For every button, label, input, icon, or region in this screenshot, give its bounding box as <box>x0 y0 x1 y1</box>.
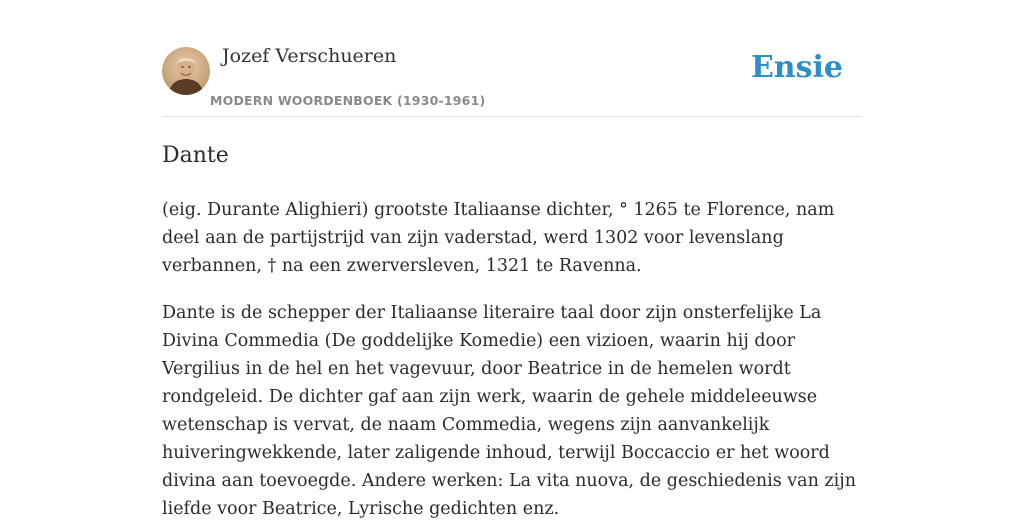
author-avatar[interactable] <box>162 47 210 95</box>
entry-card <box>162 0 862 523</box>
entry-header <box>162 0 862 117</box>
entry-paragraph-1: (eig. Durante Alighieri) grootste Italiaanse dichter, ° 1265 te Florence, nam deel aan de partijstrijd van zijn vaderstad, werd 1302 voor levenslang verbannen, † na een zwerversleven, 1321 te Ravenna. <box>162 200 835 276</box>
author-name[interactable]: Jozef Verschueren <box>222 45 397 67</box>
entry-title: Dante <box>162 143 229 168</box>
source-dictionary[interactable]: MODERN WOORDENBOEK (1930-1961) <box>210 93 486 108</box>
ensie-logo[interactable]: Ensie <box>750 50 843 85</box>
entry-paragraph-2: Dante is de schepper der Italiaanse literaire taal door zijn onsterfelijke La Divina Commedia (De goddelijke Komedie) een vizioen, waarin hij door Vergilius in de hel en het vagevuur, door Beatrice in de hemelen wordt rondgeleid. De dichter gaf aan zijn werk, waarin de gehele middeleeuwse wetenschap is vervat, de naam Commedia, wegens zijn aanvankelijk huiveringwekkende, later zaligende inhoud, terwijl Boccaccio er het woord divina aan toevoegde. Andere werken: La vita nuova, de geschiedenis van zijn liefde voor Beatrice, Lyrische gedichten enz. <box>162 303 856 519</box>
